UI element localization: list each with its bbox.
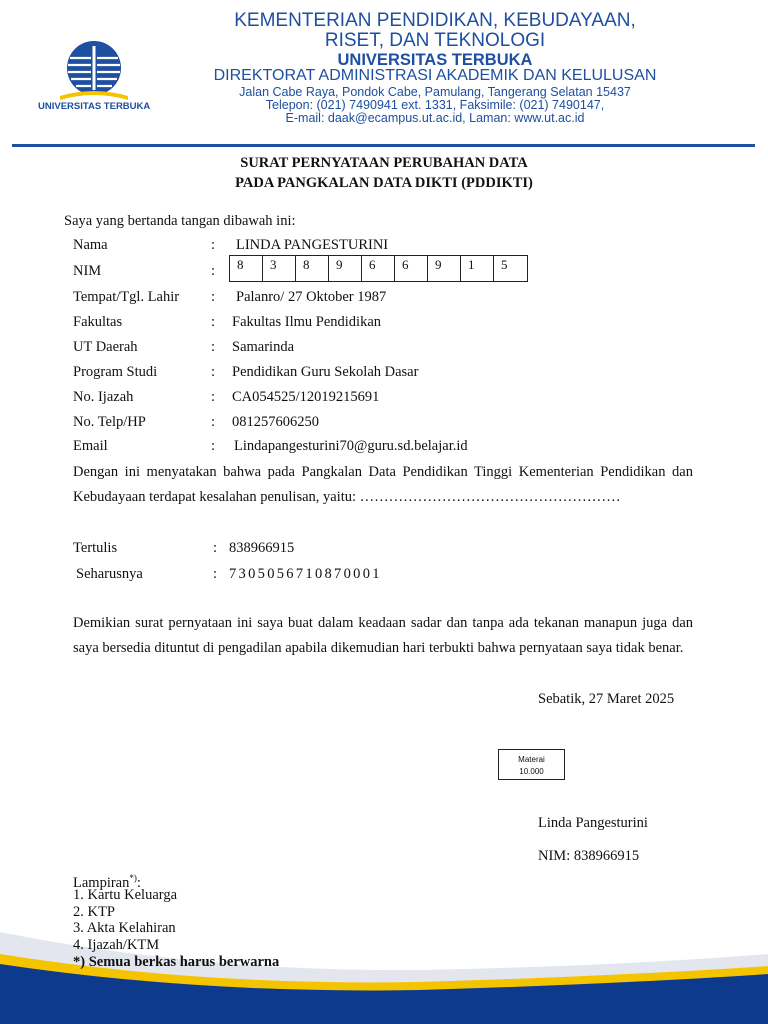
tertulis-label: Tertulis [73,540,118,556]
nim-digit: 3 [263,256,296,281]
telp-label: No. Telp/HP [73,414,146,430]
header-divider [12,144,755,147]
fakultas-label: Fakultas [73,314,123,330]
colon: : [213,566,218,582]
ttl-label: Tempat/Tgl. Lahir [73,289,180,305]
nama-label: Nama [73,237,108,253]
prodi-value: Pendidikan Guru Sekolah Dasar [232,364,419,380]
nim-digit: 8 [230,256,263,281]
seharusnya-label: Seharusnya [76,566,143,582]
nim-digit-boxes [229,255,528,282]
statement-paragraph: Dengan ini menyatakan bahwa pada Pangkalan Data Pendidikan Tinggi Kementerian Pendidikan dan Kebudayaan terdapat kesalahan penulisan, yaitu: ……………………………………………… [73,464,693,505]
phone-line: Telepon: (021) 7490941 ext. 1331, Faksimile: (021) 7490147, [265,98,605,112]
signatory-nim: NIM: 838966915 [538,848,640,864]
attachments-title: Lampiran*): [73,873,141,891]
prodi-label: Program Studi [73,364,158,380]
document-title-line1: SURAT PERNYATAAN PERUBAHAN DATA [240,155,528,171]
university-name: UNIVERSITAS TERBUKA [337,51,533,69]
nim-digit: 9 [428,256,461,281]
ijazah-value: CA054525/12019215691 [232,389,380,405]
nim-digit: 1 [461,256,494,281]
colon: : [211,314,216,330]
colon: : [211,339,216,355]
telp-value: 081257606250 [232,414,319,430]
ministry-name-line1: KEMENTERIAN PENDIDIKAN, KEBUDAYAAN, [234,10,636,31]
materai-label: Materai [518,755,545,764]
email-value: Lindapangesturini70@guru.sd.belajar.id [234,438,468,454]
nim-digit: 6 [395,256,428,281]
ut-emblem-icon [38,38,158,104]
materai-value: 10.000 [519,767,544,776]
ministry-name-line2: RISET, DAN TEKNOLOGI [324,30,546,51]
ut-daerah-value: Samarinda [232,339,295,355]
nim-label: NIM [73,263,102,279]
attachment-item: 4. Ijazah/KTM [73,937,160,953]
university-logo [38,38,158,118]
fakultas-value: Fakultas Ilmu Pendidikan [232,314,382,330]
signatory-name: Linda Pangesturini [538,815,648,831]
document-title-line2: PADA PANGKALAN DATA DIKTI (PDDIKTI) [235,175,533,191]
colon: : [211,389,216,405]
ijazah-label: No. Ijazah [73,389,134,405]
attachment-item: 2. KTP [73,904,115,920]
nim-digit: 5 [501,257,508,272]
colon: : [213,540,218,556]
colon: : [211,289,216,305]
colon: : [211,414,216,430]
directorate-name: DIREKTORAT ADMINISTRASI AKADEMIK DAN KELULUSAN [213,67,657,84]
colon: : [211,438,216,454]
attachment-item: 1. Kartu Keluarga [73,887,178,903]
colon: : [211,237,216,253]
address-line: Jalan Cabe Raya, Pondok Cabe, Pamulang, Tangerang Selatan 15437 [239,85,631,99]
nim-digit: 6 [362,256,395,281]
email-line: E-mail: daak@ecampus.ut.ac.id, Laman: www.ut.ac.id [285,111,585,125]
attachments-note: *) Semua berkas harus berwarna [73,954,280,970]
place-date: Sebatik, 27 Maret 2025 [538,691,675,707]
attachment-item: 3. Akta Kelahiran [73,920,176,936]
tertulis-value: 838966915 [229,540,295,556]
email-label: Email [73,438,108,454]
nim-digit: 9 [329,256,362,281]
nama-value: LINDA PANGESTURINI [236,237,389,253]
colon: : [211,364,216,380]
materai-stamp-box [498,749,565,780]
intro-text: Saya yang bertanda tangan dibawah ini: [64,213,296,229]
ttl-value: Palanro/ 27 Oktober 1987 [236,289,387,305]
colon: : [211,263,216,279]
ut-daerah-label: UT Daerah [73,339,138,355]
closing-paragraph: Demikian surat pernyataan ini saya buat dalam keadaan sadar dan tanpa ada tekanan manapun juga dan saya bersedia dituntut di pengadilan apabila dikemudian hari terbukti bahwa pernyataan saya tidak benar. [73,615,693,656]
logo-caption: UNIVERSITAS TERBUKA [38,101,151,112]
seharusnya-value: 7305056710870001 [229,566,382,582]
nim-digit: 8 [296,256,329,281]
